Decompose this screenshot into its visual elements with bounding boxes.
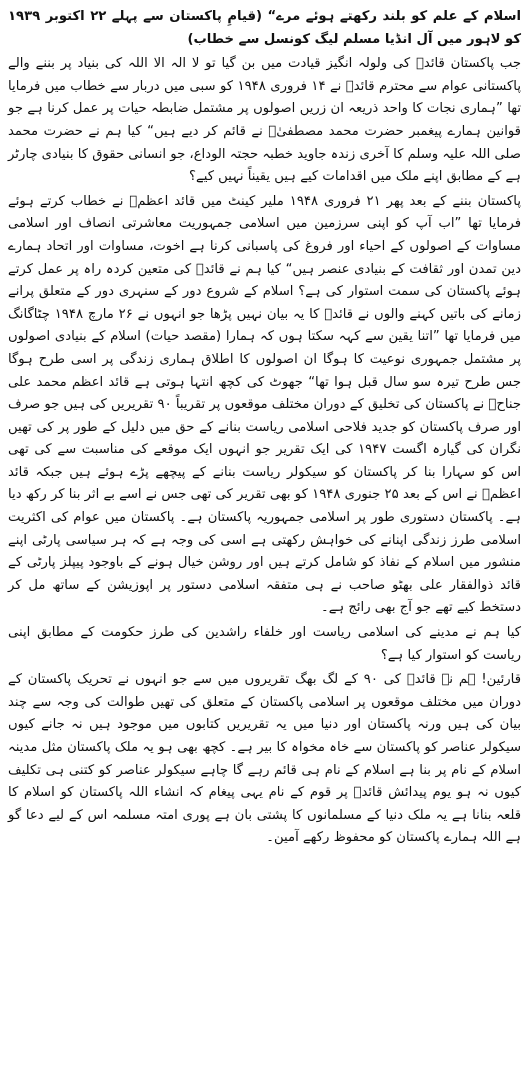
article-paragraph-2: پاکستان بننے کے بعد پھر ۲۱ فروری ۱۹۴۸ ملیر کینٹ میں قائد اعظمؒ نے خطاب کرتے ہوئے فرمایا تھا ”اب آپ کو اپنی سرزمین میں اسلامی جمہوریت معاشرتی انصاف اور اسلامی مساوات کے اصولوں کے احیاء اور فروغ کی پاسبانی کرنا ہے اخوت، مساوات اور اتحاد ہمارے دین تمدن اور ثقافت کے بنیادی عنصر ہیں“ کیا ہم نے قائدؒ کی متعین کردہ راہ پر عمل کرتے ہوئے پاکستان کی سمت استوار کی ہے؟ اسلام کے شروع دور کے سنہری دور کے متعلق پرانے زمانے کی باتیں کہنے والوں نے قائدؒ کا یہ بیان نہیں پڑھا جو انہوں نے ۲۶ مارچ ۱۹۴۸ چٹاگانگ میں فرمایا تھا ”اتنا یقین سے کہہ سکتا ہوں کہ ہمارا (مقصد حیات) اسلام کے بنیادی اصولوں پر مشتمل جمہوری نوعیت کا ہوگا ان اصولوں کا اطلاق ہماری زندگی پر اسی طرح ہوگا جس طرح تیرہ سو سال قبل ہوا تھا“ جھوٹ کی کچھ انتہا ہوتی ہے قائد اعظم محمد علی جناحؒ نے پاکستان کی تخلیق کے دوران مختلف موقعوں پر تقریباً ۹۰ تقریریں کی ہیں جو صرف اور صرف پاکستان کو جدید فلاحی اسلامی ریاست بنانے کے حق میں دلیل کے طور پر کی تھیں نگران کی گیارہ اگست ۱۹۴۷ کی ایک تقریر جو انہوں ایک موقعے کی مناسبت سے کی تھی اس کو سہارا بنا کر پاکستان کو سیکولر ریاست بنانے کے پیچھے پڑے ہوئے ہیں جبکہ قائد اعظمؒ نے اس کے بعد ۲۵ جنوری ۱۹۴۸ کو بھی تقریر کی تھی جس نے اسے بے اثر بنا کر رکھ دیا ہے۔ پاکستان دستوری طور پر اسلامی جمہوریہ پاکستان ہے۔ پاکستان میں عوام کی اکثریت اسلامی طرز زندگی اپنانے کی خواہش رکھتی ہے اسی کی وجہ ہے کہ ہر سیاسی پارٹی اپنے منشور میں اسلام کے نفاذ کو شامل کرتے ہیں اور روشن خیال ہونے کے باوجود پیپلز پارٹی کے قائد ذوالفقار علی بھٹو صاحب نے ہی متفقہ اسلامی دستور پر اپوزیشن کے ساتھ مل کر دستخط کیے تھے جو آج بھی رائج ہے۔ — [8, 193, 522, 616]
article-heading: اسلام کے علم کو بلند رکھتے ہوئے مرے“ (قیامِ پاکستان سے پہلے ۲۲ اکتوبر ۱۹۳۹ کو لاہور میں آل انڈیا مسلم لیگ کونسل سے خطاب) — [8, 9, 521, 47]
article-paragraph-3: کیا ہم نے مدینے کی اسلامی ریاست اور خلفاء راشدین کی طرز حکومت کے مطابق اپنی ریاست کو استوار کیا ہے؟ — [8, 625, 521, 663]
article-paragraph-4: قارئین! ہم نے قائدؒ کی ۹۰ کے لگ بھگ تقریروں میں سے جو انہوں نے تحریک پاکستان کے دوران میں مختلف موقعوں پر اسلامی پاکستان کے متعلق کی تھیں طوالت کی وجہ سے چند بیان کی ہیں ورنہ پاکستان اور دنیا میں یہ تقریریں کتابوں میں موجود ہیں نہ جانے کیوں سیکولر عناصر کو پاکستان سے خاہ مخواہ کا بیر ہے۔ کچھ بھی ہو یہ ملک پاکستان مثل مدینہ اسلام کے نام پر بنا ہے اسلام کے نام ہی قائم رہے گا چاہے سیکولر عناصر کو کتنی ہی تکلیف کیوں نہ ہو یوم پیدائش قائدؒ پر قوم کے نام یہی پیغام کہ انشاء اللہ پاکستان کو اسلام کا قلعہ بنانا ہے یہ ملک دنیا کے مسلمانوں کا پشتی بان ہے پوری امتہ مسلمہ اس کے لیے دعا گو ہے اللہ ہمارے پاکستان کو محفوظ رکھے آمین۔ — [8, 672, 521, 846]
article-paragraph-1: جب پاکستان قائدؒ کی ولولہ انگیز قیادت میں بن گیا تو لا الہ الا اللہ کی بنیاد پر بننے والے پاکستانی عوام سے محترم قائدؒ نے ۱۴ فروری ۱۹۴۸ کو سبی میں دربار سے خطاب میں فرمایا تھا ”ہماری نجات کا واحد ذریعہ ان زریں اصولوں پر مشتمل ضابطہ حیات پر عمل کرنا ہے جو قوانین ہمارے پیغمبر حضرت محمد مصطفیٰؐ نے قائم کر دیے ہیں“ کیا ہم نے حضرت محمد صلی اللہ علیہ وسلم کا آخری زندہ جاوید خطبہ حجتہ الوداع، جو انسانی حقوق کا بنیادی چارٹر ہے کے مطابق اپنے ملک میں اقدامات کیے ہیں یقیناً نہیں کیے؟ — [8, 56, 521, 185]
